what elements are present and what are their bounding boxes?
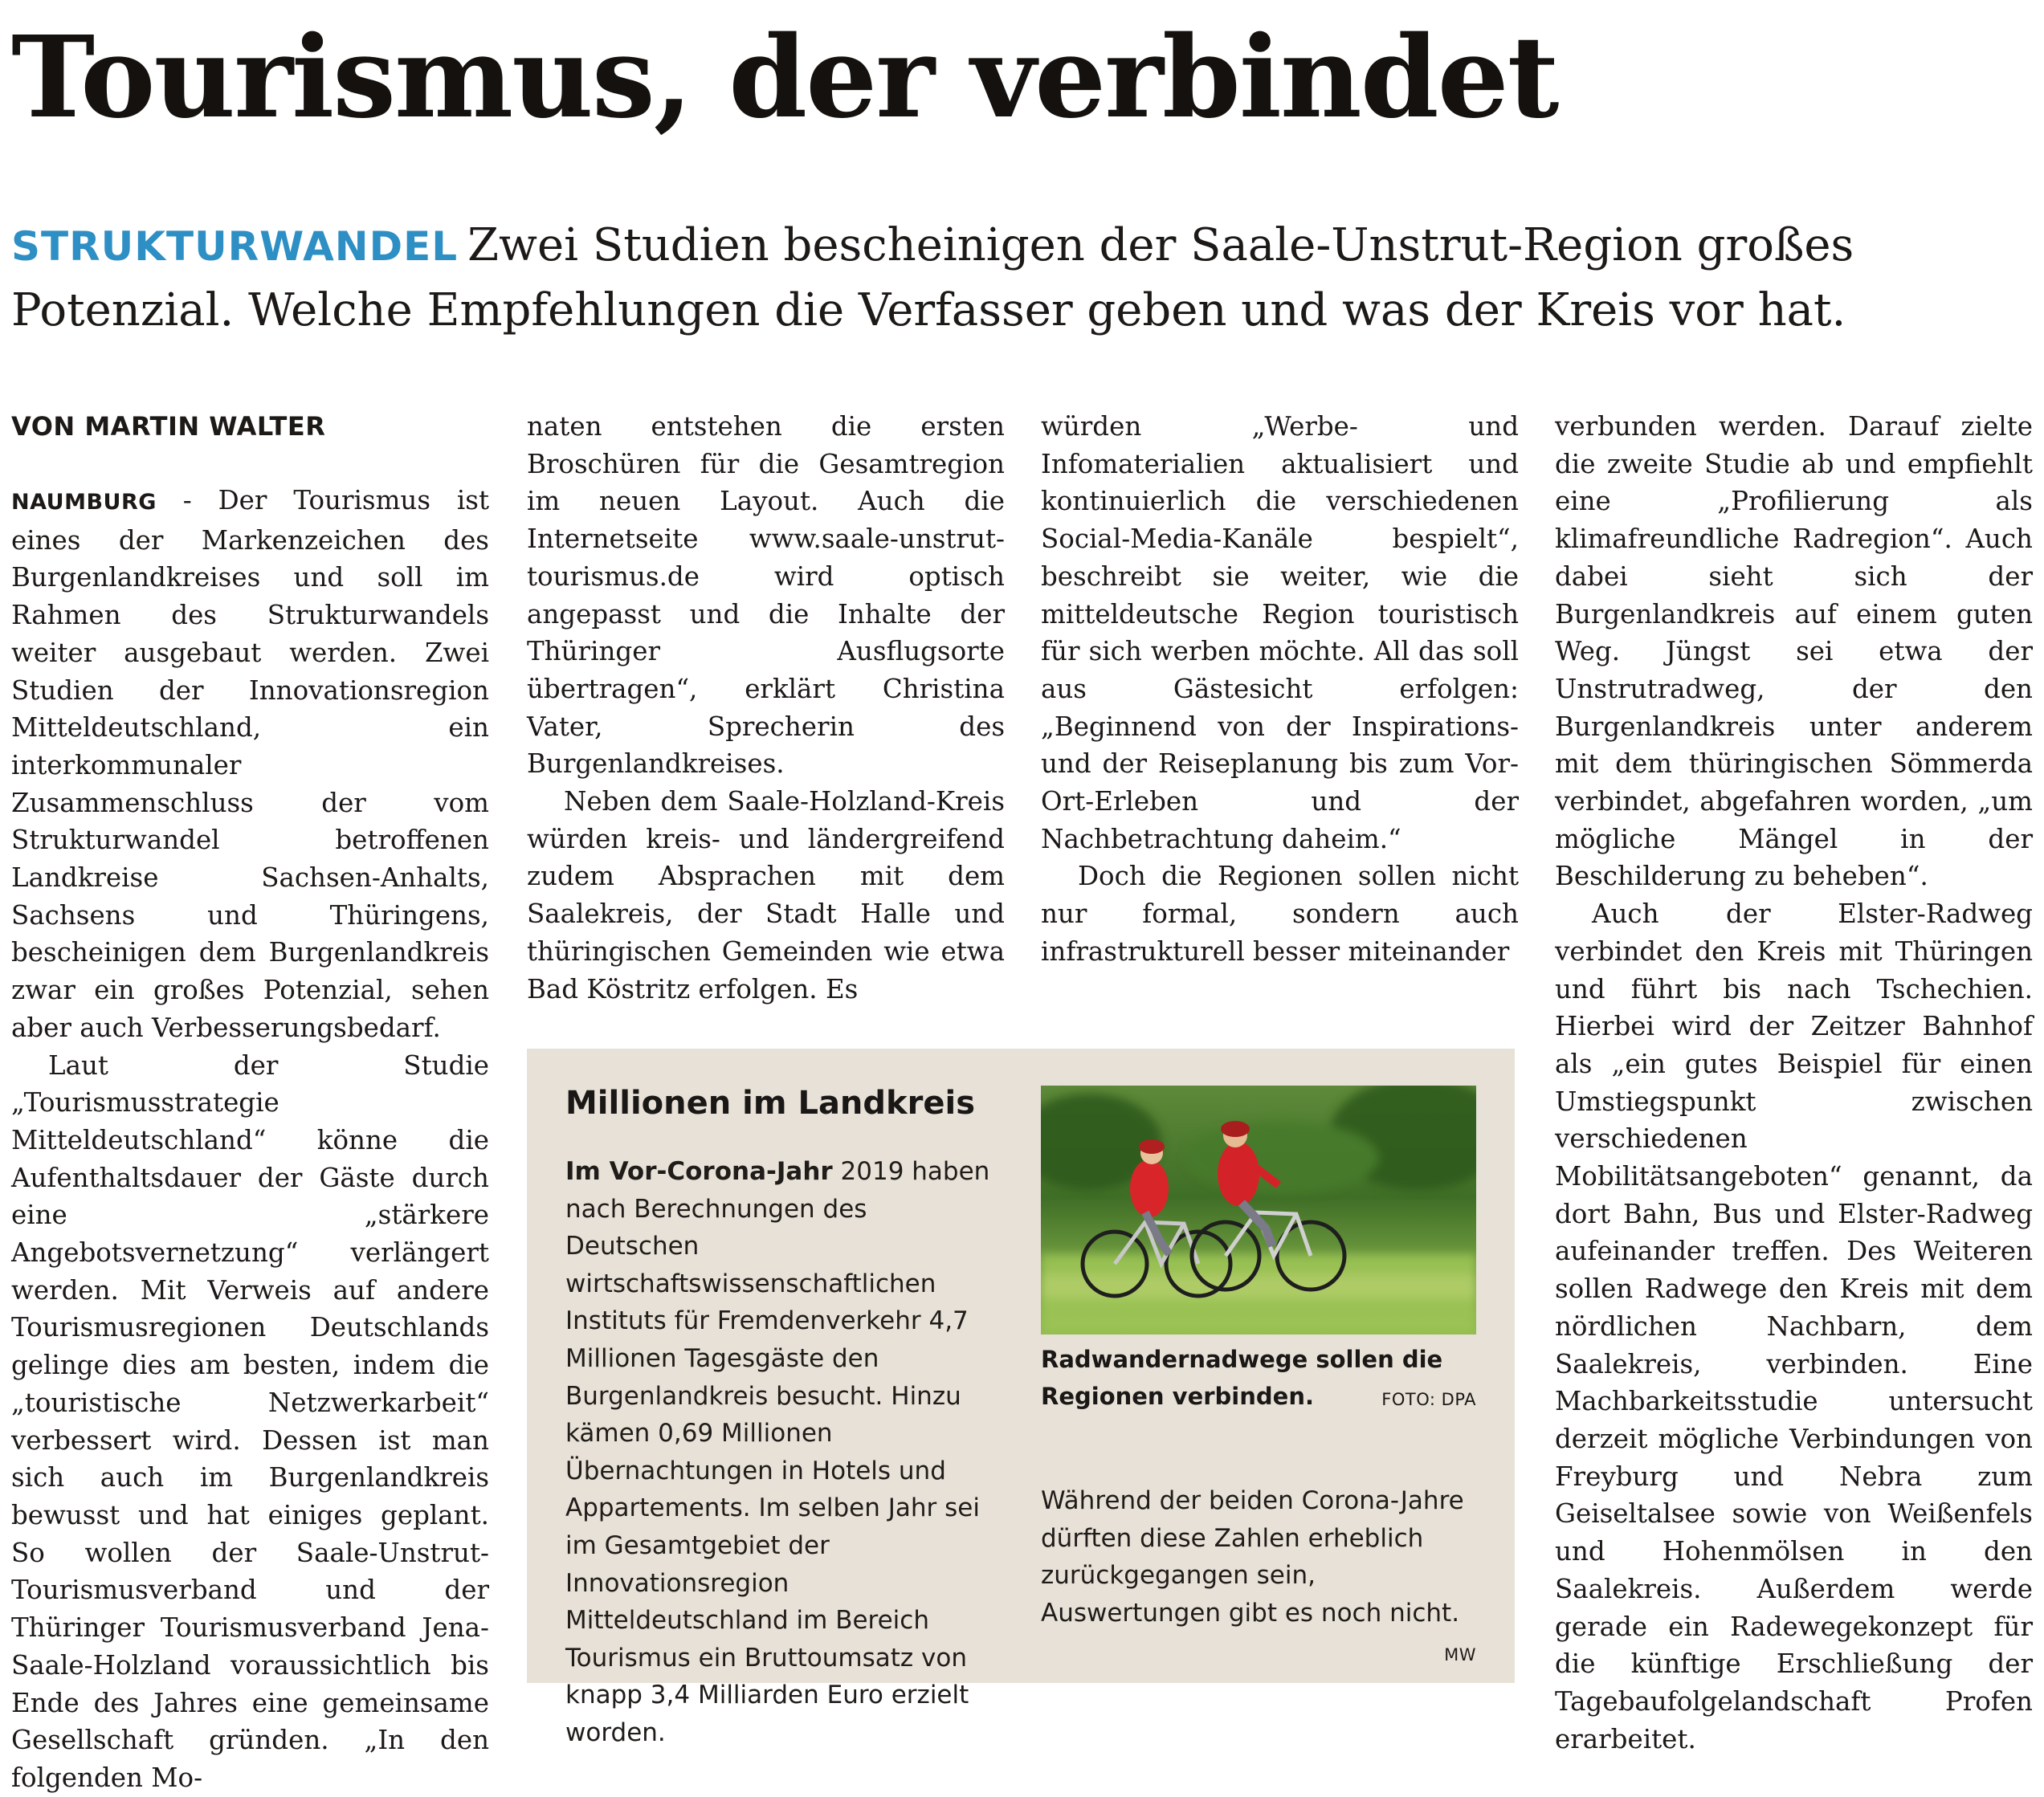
photo-credit: FOTO: DPA: [1381, 1390, 1476, 1409]
column-3-paragraph-2: Doch die Regionen sollen nicht nur formal, sondern auch infrastrukturell besser miteinander: [1041, 861, 1519, 967]
info-box: [527, 1049, 1515, 1747]
column-2-paragraph-1: naten entstehen die ersten Broschüren für die Gesamtregion im neuen Layout. Auch die Internetseite www.saale-unstrut-tourismus.de wird optisch angepasst und die Inhalte der Thüringer Ausflugsorte übertragen“, erklärt Christina Vater, Sprecherin des Burgenlandkreises.: [527, 411, 1005, 780]
photo-caption-text: Radwandernadwege sollen die Regionen verbinden.: [1041, 1346, 1443, 1410]
info-box-text-body: 2019 haben nach Berechnungen des Deutschen wirtschaftswissenschaftlichen Instituts für Fremdenverkehr 4,7 Millionen Tagesgäste den Burgenlandkreis besucht. Hinzu kämen 0,69 Millionen Übernachtungen in Hotels und Appartements. Im selben Jahr sei im Gesamtgebiet der Innovationsregion Mitteldeutschland im Bereich Tourismus ein Bruttoumsatz von knapp 3,4 Milliarden Euro erzielt worden.: [565, 1157, 990, 1747]
info-box-text-2: [1041, 1482, 1476, 1674]
column-1-paragraph-1: [11, 482, 489, 1047]
kicker: STRUKTURWANDEL: [11, 223, 459, 270]
column-2-paragraph-2: Neben dem Saale-Holzland-Kreis würden kreis- und ländergreifend zudem Absprachen mit dem Saalekreis, der Stadt Halle und thüringischen Gemeinden wie etwa Bad Köstritz erfolgen. Es: [527, 786, 1005, 1004]
article-column-3: [1041, 408, 1519, 971]
column-1-paragraph-2: Laut der Studie „Tourismusstrategie Mitteldeutschland“ könne die Aufenthaltsdauer der Gäste durch eine „stärkere Angebotsvernetzung“ verlängert werden. Mit Verweis auf andere Tourismusregionen Deutschlands gelinge dies am besten, indem die „touristische Netzwerkarbeit“ verbessert wird. Dessen ist man sich auch im Burgenlandkreis bewusst und hat einiges geplant. So wollen der Saale-Unstrut-Tourismusverband und der Thüringer Tourismusverband Jena-Saale-Holzland voraussichtlich bis Ende des Jahres eine gemeinsame Gesellschaft gründen. „In den folgenden Mo-: [11, 1049, 489, 1793]
headline: Tourismus, der verbindet: [11, 12, 1558, 144]
info-box-text-2-body: Während der beiden Corona-Jahre dürften diese Zahlen erheblich zurückgegangen sein, Auswertungen gibt es noch nicht.: [1041, 1486, 1464, 1628]
column-1-paragraph-1-text: - Der Tourismus ist eines der Markenzeichen des Burgenlandkreises und soll im Rahmen des Strukturwandels weiter ausgebaut werden. Zwei Studien der Innovationsregion Mitteldeutschland, ein interkommunaler Zusammenschluss der vom Strukturwandel betroffenen Landkreise Sachsen-Anhalts, Sachsens und Thüringens, bescheinigen dem Burgenlandkreis zwar ein großes Potenzial, sehen aber auch Verbesserungsbedarf.: [11, 485, 489, 1043]
column-4-paragraph-2: Auch der Elster-Radweg verbindet den Kreis mit Thüringen und führt bis nach Tschechien. Hierbei wird der Zeitzer Bahnhof als „ein gutes Beispiel für einen Umstiegspunkt zwischen verschiedenen Mobilitätsangeboten“ genannt, da dort Bahn, Bus und Elster-Radweg aufeinander treffen. Des Weiteren sollen Radwege den Kreis mit dem nördlichen Nachbarn, dem Saalekreis, verbinden. Eine Machbarkeitsstudie untersucht derzeit mögliche Verbindungen von Freyburg und Nebra zum Geiseltalsee sowie von Weißenfels und Hohenmölsen in den Saalekreis. Außerdem werde gerade ein Radewegekonzept für die künftige Erschließung der Tagebaufolgelandschaft Profen erarbeitet.: [1555, 898, 2033, 1754]
info-box-title: Millionen im Landkreis: [565, 1085, 976, 1122]
article-column-4: [1555, 408, 2033, 1758]
info-box-lead: Im Vor-Corona-Jahr: [565, 1157, 833, 1186]
author-initials: MW: [1444, 1645, 1476, 1665]
column-3-paragraph-1: würden „Werbe- und Infomaterialien aktualisiert und kontinuierlich die verschiedenen Social-Media-Kanäle bespielt“, beschreibt sie weiter, wie die mitteldeutsche Region touristisch für sich werben möchte. All das soll aus Gästesicht erfolgen: „Beginnend von der Inspirations- und der Reiseplanung bis zum Vor-Ort-Erleben und der Nachbetrachtung daheim.“: [1041, 411, 1519, 854]
article-column-2: [527, 408, 1005, 1008]
photo-caption: [1041, 1341, 1476, 1418]
dateline: NAUMBURG: [11, 490, 157, 515]
deck: [11, 214, 2019, 343]
byline: VON MARTIN WALTER: [11, 411, 326, 442]
cyclists-photo: [1041, 1086, 1476, 1335]
column-4-paragraph-1: verbunden werden. Darauf zielte die zweite Studie ab und empfiehlt eine „Profilierung als klimafreundliche Radregion“. Auch dabei sieht sich der Burgenlandkreis auf einem guten Weg. Jüngst sei etwa der Unstrutradweg, der den Burgenlandkreis unter anderem mit dem thüringischen Sömmerda verbindet, abgefahren worden, „um mögliche Mängel in der Beschilderung zu beheben“.: [1555, 411, 2033, 892]
deck-text: Zwei Studien bescheinigen der Saale-Unstrut-Region großes Potenzial. Welche Empfehlungen die Verfasser geben und was der Kreis vor hat.: [11, 219, 1854, 336]
article-column-1: [11, 408, 489, 1797]
info-box-text: [565, 1153, 1003, 1752]
